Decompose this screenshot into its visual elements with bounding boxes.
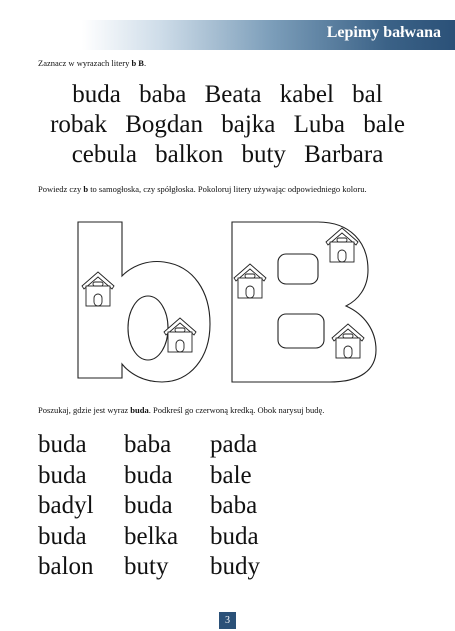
- word: buda: [72, 81, 121, 108]
- word: buty: [241, 141, 286, 168]
- word-grid-row: [38, 552, 296, 583]
- word: bale: [363, 111, 405, 138]
- page-number: 3: [219, 612, 236, 629]
- word: Barbara: [304, 141, 384, 168]
- instruction-text: to samogłoska, czy spółgłoska. Pokoloruj litery używając odpowiedniego koloru.: [88, 184, 367, 194]
- grid-word: buda: [124, 492, 173, 519]
- header-banner: [0, 20, 455, 50]
- word: baba: [139, 81, 187, 108]
- word-grid: [38, 430, 296, 583]
- grid-word: budy: [210, 553, 260, 580]
- instruction-color-letters: [38, 184, 408, 195]
- instruction-text: Powiedz czy: [38, 184, 84, 194]
- instruction-text: .: [143, 58, 147, 68]
- word-line: [0, 80, 455, 110]
- grid-word: buda: [38, 461, 87, 489]
- page-title: Lepimy bałwana: [326, 24, 441, 41]
- word-grid-row: [38, 491, 296, 522]
- instruction-mark-letters: [38, 58, 146, 69]
- instruction-text: Poszukaj, gdzie jest wyraz: [38, 405, 131, 415]
- word-grid-row: [38, 522, 296, 553]
- word: robak: [50, 111, 107, 138]
- grid-word: balon: [38, 553, 94, 580]
- grid-word: badyl: [38, 492, 94, 519]
- instruction-find-word: [38, 405, 324, 416]
- grid-word: belka: [124, 522, 179, 550]
- letter-b-bowl: [128, 296, 168, 360]
- grid-word: baba: [210, 492, 258, 519]
- word: bal: [352, 81, 383, 108]
- instruction-bold: buda: [130, 405, 149, 415]
- grid-word: baba: [124, 431, 172, 458]
- grid-word: buda: [38, 431, 87, 458]
- grid-word: buty: [124, 553, 169, 580]
- grid-word: buda: [38, 522, 87, 550]
- grid-word: buda: [210, 522, 259, 550]
- grid-word: pada: [210, 431, 258, 458]
- word: kabel: [279, 81, 334, 108]
- word: balkon: [155, 141, 224, 168]
- grid-word: buda: [124, 461, 173, 489]
- instruction-bold: b: [83, 184, 89, 194]
- word-line: [0, 110, 455, 140]
- word-line: [0, 140, 455, 170]
- word-lines: [0, 80, 455, 170]
- word: cebula: [71, 141, 137, 168]
- word: Bogdan: [125, 111, 204, 138]
- word: Beata: [204, 81, 262, 108]
- letters-illustration: [72, 218, 392, 388]
- word-grid-row: [38, 430, 296, 461]
- instruction-bold: b B: [131, 58, 144, 68]
- instruction-text: . Podkreśl go czerwoną kredką. Obok narysuj budę.: [148, 405, 325, 415]
- word: bajka: [221, 111, 276, 138]
- instruction-text: Zaznacz w wyrazach litery: [38, 58, 132, 68]
- word: Luba: [293, 111, 346, 138]
- letter-b-upper-hole: [278, 254, 318, 284]
- word-grid-row: [38, 461, 296, 492]
- letter-b-lower-hole: [278, 314, 324, 348]
- grid-word: bale: [210, 461, 252, 489]
